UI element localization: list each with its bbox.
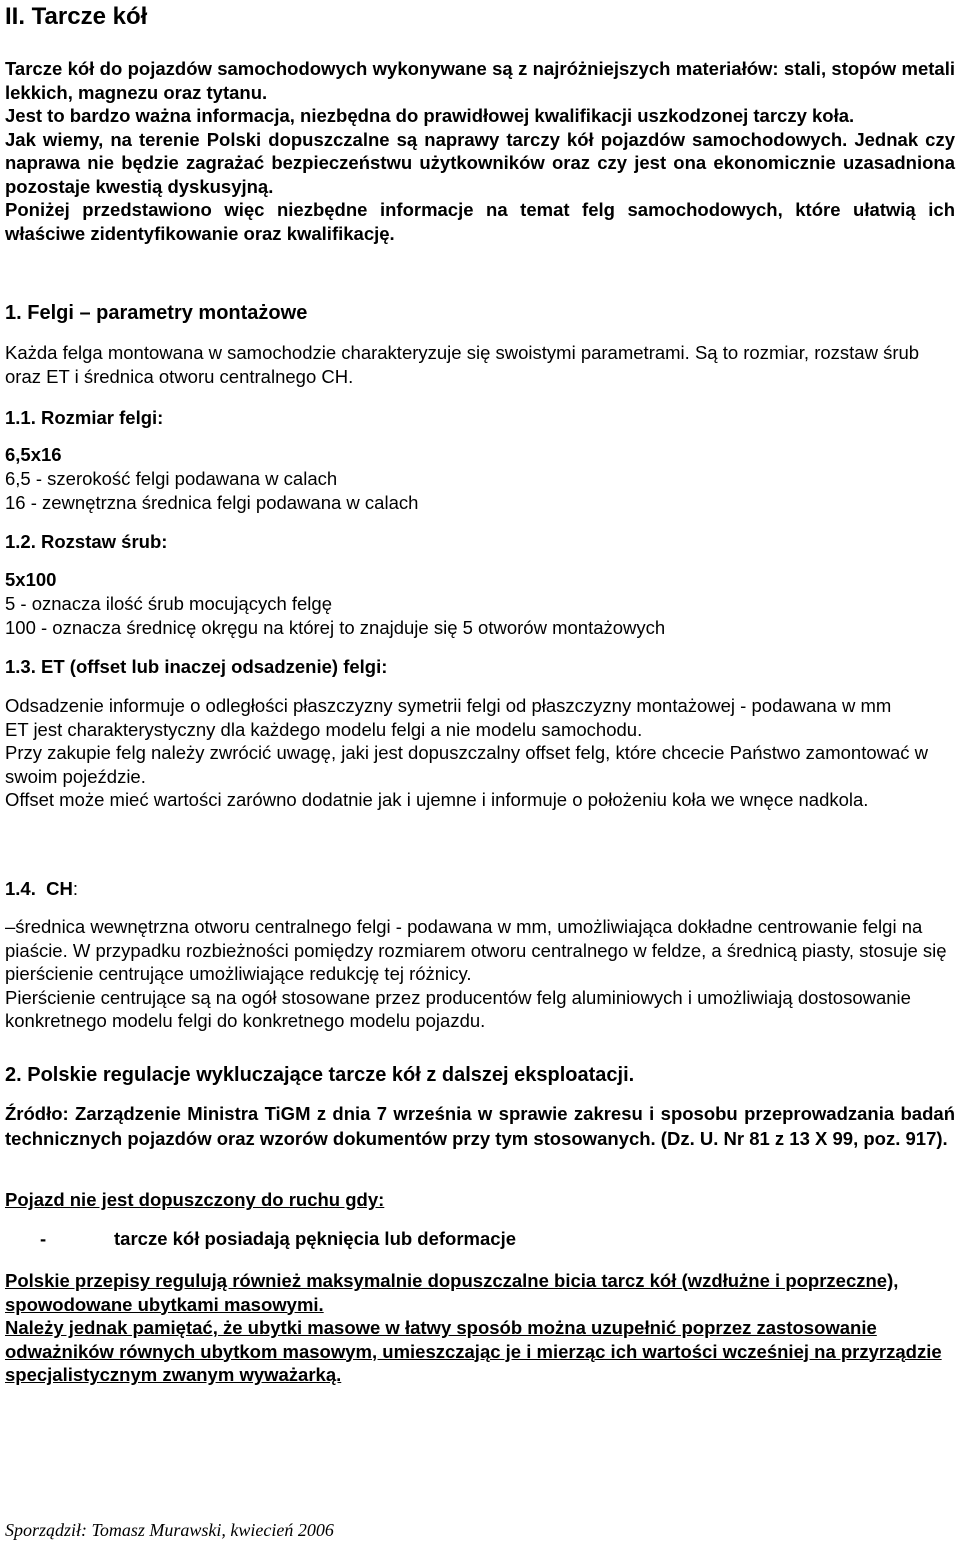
page-title: II. Tarcze kół (5, 3, 148, 30)
sub3-heading: 1.3. ET (offset lub inaczej odsadzenie) felgi: (5, 656, 388, 677)
footer-author: Sporządził: Tomasz Murawski, kwiecień 2006 (5, 1520, 334, 1540)
sub3-text (5, 694, 955, 812)
section2-heading: 2. Polskie regulacje wykluczające tarcze kół z dalszej eksploatacji. (5, 1064, 635, 1086)
note1: Polskie przepisy regulują również maksymalnie dopuszczalne bicia tarcz kół (wzdłużne i poprzeczne), spowodowane ubytkami masowymi. (5, 1270, 899, 1315)
not-allowed-heading: Pojazd nie jest dopuszczony do ruchu gdy: (5, 1189, 385, 1210)
bullet-item (40, 1227, 955, 1251)
sub4-line: –średnica wewnętrzna otworu centralnego felgi - podawana w mm, umożliwiająca dokładne centrowanie felgi na piaście. W przypadku rozbieżności pomiędzy rozmiarem otworu centralnego w feldze, a średnicą piasty, stosuje się pierścienie centrujące umożliwiające redukcję tej różnicy. (5, 916, 947, 984)
sub1-line: 6,5 - szerokość felgi podawana w calach (5, 468, 338, 489)
section1-text: Każda felga montowana w samochodzie charakteryzuje się swoistymi parametrami. Są to rozmiar, rozstaw śrub oraz ET i średnica otworu centralnego CH. (5, 342, 920, 387)
intro-paragraph: Jest to bardzo ważna informacja, niezbędna do prawidłowej kwalifikacji uszkodzonej tarczy koła. (5, 105, 855, 126)
sub4-heading-colon: : (72, 878, 79, 899)
intro-paragraph: Tarcze kół do pojazdów samochodowych wykonywane są z najróżniejszych materiałów: stali, stopów metali lekkich, magnezu oraz tytanu. (5, 58, 955, 103)
intro-paragraph: Jak wiemy, na terenie Polski dopuszczalne są naprawy tarczy kół pojazdów samochodowych. Jednak czy naprawa nie będzie zagrażać bezpieczeństwu użytkowników oraz czy jest ona ekonomicznie uzasadniona pozostaje kwestią dyskusyjną. (5, 128, 955, 197)
note2: Należy jednak pamiętać, że ubytki masowe w łatwy sposób można uzupełnić poprzez zastosowanie odważników równych ubytkom masowym, umieszczając je i mierząc ich wartości wcześniej na przyrządzie specjalistycznym zwanym wyważarką. (5, 1317, 942, 1385)
sub1-line: 16 - zewnętrzna średnica felgi podawana w calach (5, 492, 419, 513)
sub4-text (5, 915, 955, 1033)
sub4-heading-label: CH (46, 878, 73, 899)
sub2-example: 5x100 (5, 569, 57, 590)
sub3-line: Przy zakupie felg należy zwrócić uwagę, jaki jest dopuszczalny offset felg, które chcecie Państwo zamontować w swoim pojeździe. (5, 742, 929, 787)
sub2-line: 5 - oznacza ilość śrub mocujących felgę (5, 593, 332, 614)
section2-source: Źródło: Zarządzenie Ministra TiGM z dnia 7 września w sprawie zakresu i sposobu przeprowadzania badań technicznych pojazdów oraz wzorów dokumentów przy tym stosowanych. (Dz. U. Nr 81 z 13 X 99, poz. 917). (5, 1103, 955, 1149)
bullet-dash: - (40, 1228, 47, 1249)
sub4-heading (5, 877, 955, 901)
sub3-line: ET jest charakterystyczny dla każdego modelu felgi a nie modelu samochodu. (5, 718, 643, 740)
sub4-heading-number: 1.4. (5, 878, 36, 899)
section1-heading: 1. Felgi – parametry montażowe (5, 302, 308, 324)
sub2-heading: 1.2. Rozstaw śrub: (5, 531, 168, 552)
sub4-line: Pierścienie centrujące są na ogół stosowane przez producentów felg aluminiowych i umożliwiają dostosowanie konkretnego modelu felgi do konkretnego modelu pojazdu. (5, 986, 911, 1031)
intro-block (5, 57, 955, 245)
intro-paragraph: Poniżej przedstawiono więc niezbędne informacje na temat felg samochodowych, które ułatwią ich właściwe zidentyfikowanie oraz kwalifikację. (5, 199, 955, 244)
bullet-text: tarcze kół posiadają pęknięcia lub deformacje (114, 1228, 517, 1249)
sub1-heading: 1.1. Rozmiar felgi: (5, 407, 164, 428)
sub3-line: Offset może mieć wartości zarówno dodatnie jak i ujemne i informuje o położeniu koła we wnęce nadkola. (5, 789, 869, 810)
sub2-line: 100 - oznacza średnicę okręgu na której to znajduje się 5 otworów montażowych (5, 617, 666, 638)
sub3-line: Odsadzenie informuje o odległości płaszczyzny symetrii felgi od płaszczyzny montażowej - podawana w mm (5, 695, 892, 716)
sub1-example: 6,5x16 (5, 444, 62, 465)
